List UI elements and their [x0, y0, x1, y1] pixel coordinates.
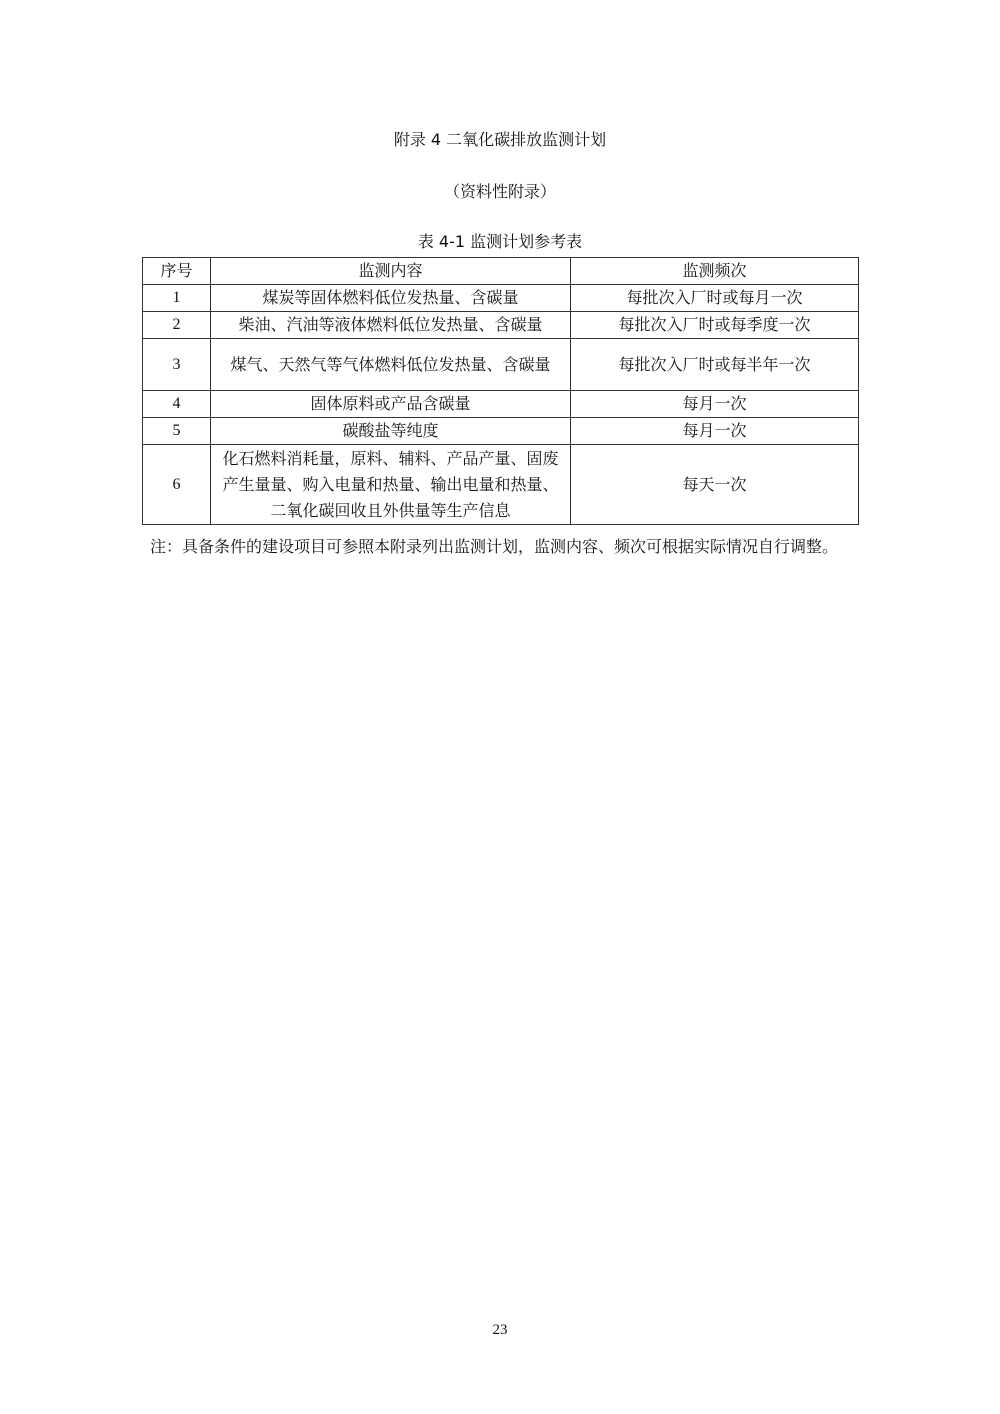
table-row — [143, 418, 859, 445]
header-frequency: 监测频次 — [571, 258, 859, 285]
table-row — [143, 445, 859, 525]
table-row — [143, 391, 859, 418]
appendix-subtitle: （资料性附录） — [443, 182, 556, 201]
table-row — [143, 339, 859, 391]
row-content: 煤气、天然气等气体燃料低位发热量、含碳量 — [211, 339, 571, 391]
row-content: 柴油、汽油等液体燃料低位发热量、含碳量 — [211, 312, 571, 339]
row-content: 碳酸盐等纯度 — [211, 418, 571, 445]
row-frequency: 每天一次 — [571, 445, 859, 525]
row-frequency: 每批次入厂时或每月一次 — [571, 285, 859, 312]
row-frequency: 每批次入厂时或每季度一次 — [571, 312, 859, 339]
row-index: 5 — [143, 418, 211, 445]
row-content: 化石燃料消耗量，原料、辅料、产品产量、固废产生量量、购入电量和热量、输出电量和热量、二氧化碳回收且外供量等生产信息 — [211, 445, 571, 525]
header-index: 序号 — [143, 258, 211, 285]
table-row — [143, 312, 859, 339]
row-index: 3 — [143, 339, 211, 391]
monitoring-plan-table — [142, 257, 859, 525]
header-content: 监测内容 — [211, 258, 571, 285]
row-frequency: 每月一次 — [571, 418, 859, 445]
row-frequency: 每月一次 — [571, 391, 859, 418]
table-header-row — [143, 258, 859, 285]
page-number: 23 — [492, 1322, 508, 1338]
row-index: 2 — [143, 312, 211, 339]
table-row — [143, 285, 859, 312]
table-caption: 表 4-1 监测计划参考表 — [417, 232, 583, 251]
appendix-title: 附录 4 二氧化碳排放监测计划 — [393, 130, 607, 149]
row-content: 煤炭等固体燃料低位发热量、含碳量 — [211, 285, 571, 312]
table-note: 注：具备条件的建设项目可参照本附录列出监测计划，监测内容、频次可根据实际情况自行调整。 — [150, 537, 839, 556]
row-index: 6 — [143, 445, 211, 525]
row-index: 4 — [143, 391, 211, 418]
row-frequency: 每批次入厂时或每半年一次 — [571, 339, 859, 391]
row-content: 固体原料或产品含碳量 — [211, 391, 571, 418]
row-index: 1 — [143, 285, 211, 312]
